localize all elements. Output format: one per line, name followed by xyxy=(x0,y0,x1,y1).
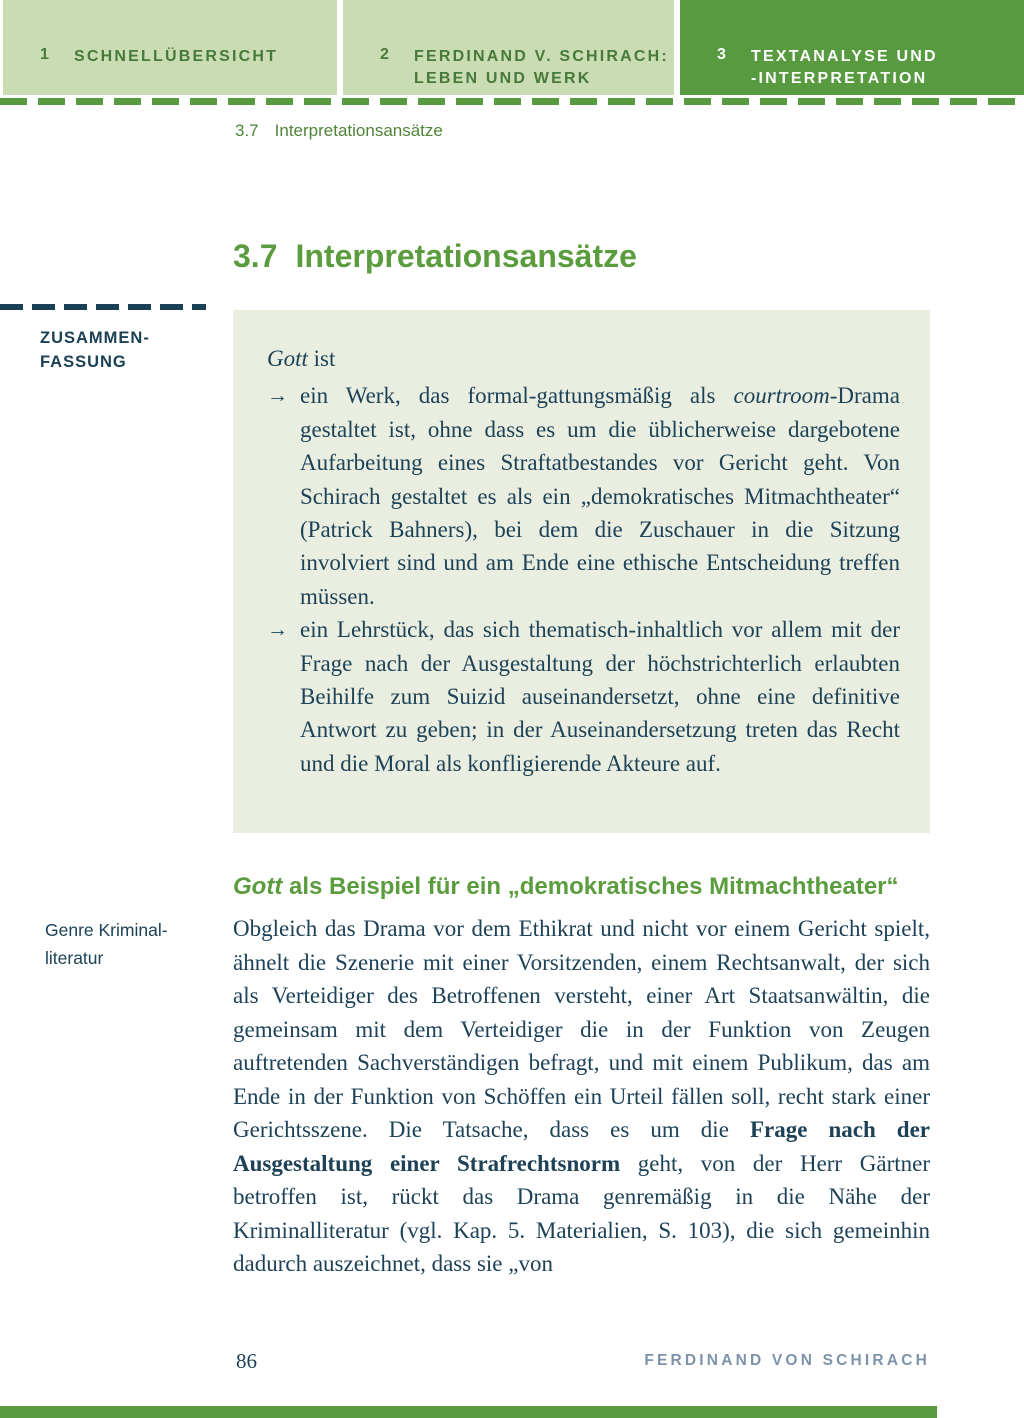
work-title: Gott xyxy=(267,346,308,371)
chapter-tab-number: 1 xyxy=(40,46,52,63)
margin-label-summary xyxy=(40,326,150,374)
summary-box xyxy=(233,310,930,833)
summary-bullet-2-text: ein Lehrstück, das sich thematisch-inhaltlich vor allem mit der Frage nach der Ausgestaltung der höchstrichterlich erlaubten Beihilfe zum Suizid auseinandersetzt, ohne eine definitive Antwort zu geben; in der Auseinandersetzung treten das Recht und die Moral als konfligierende Akteure auf. xyxy=(300,617,900,776)
margin-label-summary-line2: FASSUNG xyxy=(40,353,127,371)
arrow-icon: → xyxy=(267,618,288,642)
chapter-tab-1 xyxy=(3,0,337,95)
chapter-tab-label-line1: SCHNELLÜBERSICHT xyxy=(74,48,279,65)
subsection-heading xyxy=(233,872,953,902)
breadcrumb xyxy=(235,121,443,141)
bullet-1-post: -Drama gestaltet ist, ohne dass es um die üblicherweise dargebotene Aufarbeitung eines Straftatbestandes vor Gericht geht. Von Schirach gestaltet es als ein „demokratisches Mitmachtheater“ (Patrick Bahners), bei dem die Zuschauer in die Sitzung involviert sind und am Ende eine ethische Entscheidung treffen müssen. xyxy=(300,383,900,609)
chapter-tab-label xyxy=(414,46,669,95)
chapter-tab-number: 3 xyxy=(717,46,729,63)
page-number: 86 xyxy=(236,1349,257,1373)
chapter-tab-label-line1: TEXTANALYSE UND xyxy=(751,48,938,65)
chapter-tab-label xyxy=(751,46,938,95)
chapter-tab-label-line2: -INTERPRETATION xyxy=(751,70,928,87)
running-footer-book-title: FERDINAND VON SCHIRACH xyxy=(644,1352,930,1369)
arrow-icon: → xyxy=(267,384,288,408)
section-heading-label: Interpretationsansätze xyxy=(295,238,637,274)
margin-label-genre xyxy=(45,916,168,972)
header-dashed-rule xyxy=(0,98,1024,105)
footer-green-bar xyxy=(0,1406,937,1418)
bullet-1-pre: ein Werk, das formal-gattungsmäßig als xyxy=(300,383,734,409)
paragraph-text-before: Obgleich das Drama vor dem Ethikrat und nicht vor einem Gericht spielt, ähnelt die Szenerie mit einer Vorsitzenden, einem Rechtsanwalt, der sich als Verteidiger des Betroffenen versteht, einer Art Staatsanwältin, die gemeinsam mit dem Verteidiger die in der Funktion von Zeugen auftretenden Sachverständigen befragt, und mit einem Publikum, das am Ende in der Funktion von Schöffen ein Urteil fällen soll, recht stark einer Gerichtsszene. Die Tatsache, dass es um die xyxy=(233,916,930,1142)
summary-intro-rest: ist xyxy=(307,346,336,371)
section-heading xyxy=(233,238,637,275)
margin-label-genre-line2: literatur xyxy=(45,948,104,968)
subsection-heading-rest: als Beispiel für ein „demokratisches Mitmachtheater“ xyxy=(282,873,899,900)
bold-phrase: Frage nach der Ausgestaltung einer Strafrechtsnorm xyxy=(233,1117,930,1176)
chapter-tab-label-line2: LEBEN UND WERK xyxy=(414,70,592,87)
chapter-tab-number: 2 xyxy=(380,46,392,63)
breadcrumb-number: 3.7 xyxy=(235,121,259,140)
summary-bullet-2 xyxy=(267,613,900,780)
work-title: Gott xyxy=(233,873,283,900)
body-paragraph xyxy=(233,912,930,1281)
margin-dashed-rule xyxy=(0,304,206,310)
summary-bullet-1 xyxy=(267,379,900,613)
summary-bullet-1-text xyxy=(300,379,900,613)
margin-label-genre-line1: Genre Kriminal- xyxy=(45,920,168,940)
summary-intro xyxy=(267,342,900,375)
margin-label-summary-line1: ZUSAMMEN- xyxy=(40,329,150,347)
breadcrumb-label: Interpretationsansätze xyxy=(274,121,443,140)
chapter-tab-label-line1: FERDINAND V. SCHIRACH: xyxy=(414,48,669,65)
section-heading-number: 3.7 xyxy=(233,238,278,274)
chapter-tab-2 xyxy=(343,0,674,95)
chapter-tab-label xyxy=(74,46,278,95)
chapter-tab-3-active xyxy=(680,0,1024,95)
paragraph-text-after: geht, von der Herr Gärtner betroffen ist, rückt das Drama genremäßig in die Nähe der Kriminalliteratur (vgl. Kap. 5. Materialien, S. 103), die sich gemeinhin dadurch auszeichnet, dass sie „von xyxy=(233,1150,930,1276)
courtroom-term: courtroom xyxy=(733,383,830,409)
